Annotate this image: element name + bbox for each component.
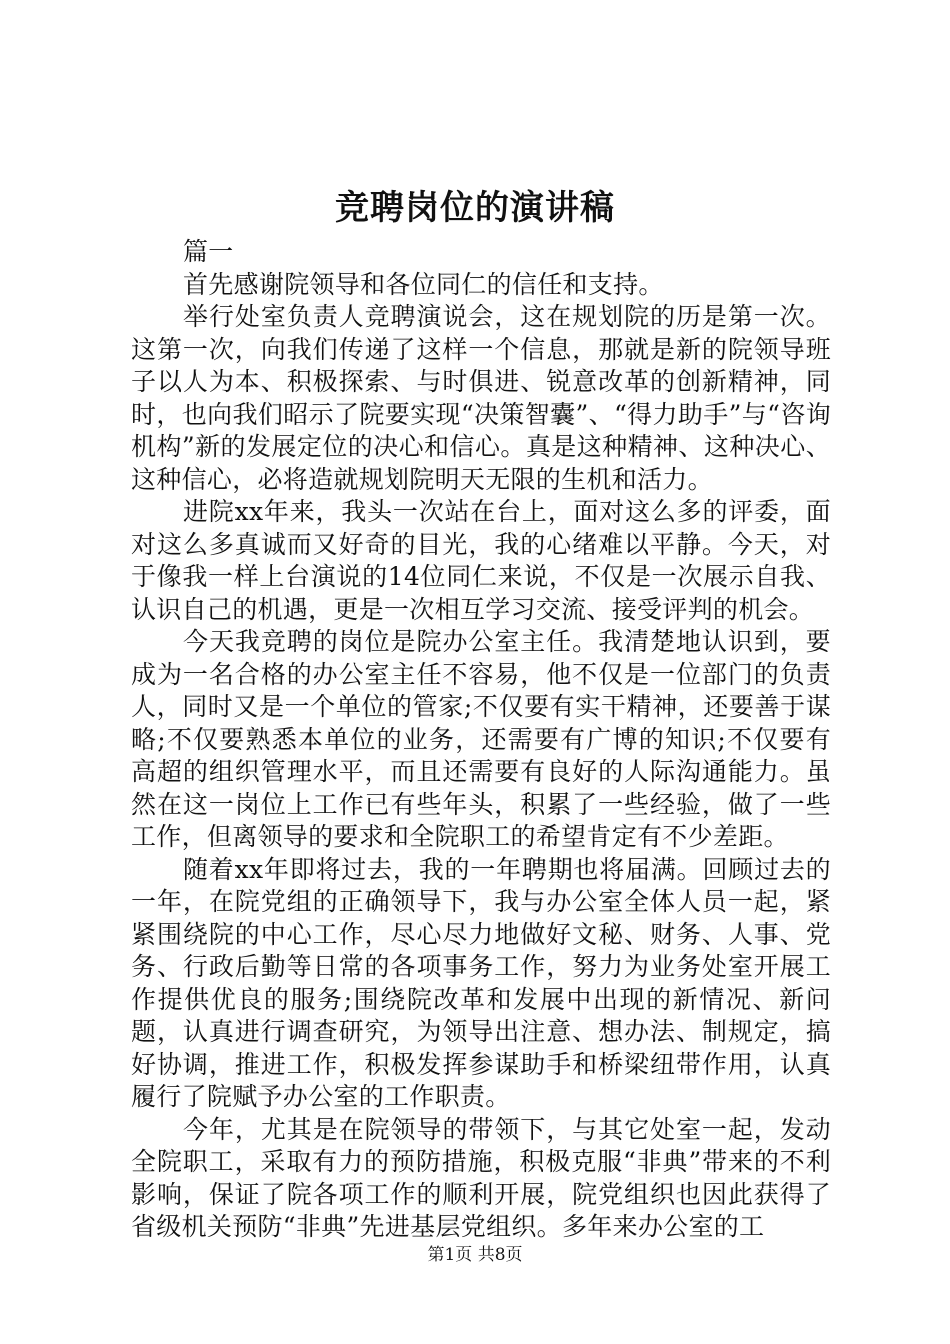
paragraph-heading: 篇一 [183, 237, 234, 266]
paragraph: 进院xx年来，我头一次站在台上，面对这么多的评委，面对这么多真诚而又好奇的目光，我的心绪难以平静。今天，对于像我一样上台演说的14位同仁来说，不仅是一次展示自我、认识自己的机遇，更是一次相互学习交流、接受评判的机会。 [131, 497, 831, 624]
paragraph: 今天我竞聘的岗位是院办公室主任。我清楚地认识到，要成为一名合格的办公室主任不容易，他不仅是一位部门的负责人，同时又是一个单位的管家;不仅要有实干精神，还要善于谋略;不仅要熟悉本单位的业务，还需要有广博的知识;不仅要有高超的组织管理水平，而且还需要有良好的人际沟通能力。虽然在这一岗位上工作已有些年头，积累了一些经验，做了一些工作，但离领导的要求和全院职工的希望肯定有不少差距。 [131, 627, 831, 851]
document-body [131, 236, 831, 1244]
paragraph: 今年，尤其是在院领导的带领下，与其它处室一起，发动全院职工，采取有力的预防措施，积极克服“非典”带来的不利影响，保证了院各项工作的顺利开展，院党组织也因此获得了省级机关预防“非典”先进基层党组织。多年来办公室的工 [131, 1114, 831, 1241]
page-footer: 第1页 共8页 [427, 1245, 523, 1265]
paragraph: 举行处室负责人竞聘演说会，这在规划院的历是第一次。这第一次，向我们传递了这样一个信息，那就是新的院领导班子以人为本、积极探索、与时俱进、锐意改革的创新精神，同时，也向我们昭示了院要实现“决策智囊”、“得力助手”与“咨询机构”新的发展定位的决心和信心。真是这种精神、这种决心、这种信心，必将造就规划院明天无限的生机和活力。 [131, 302, 831, 494]
paragraph: 随着xx年即将过去，我的一年聘期也将届满。回顾过去的一年，在院党组的正确领导下，我与办公室全体人员一起，紧紧围绕院的中心工作，尽心尽力地做好文秘、财务、人事、党务、行政后勤等日常的各项事务工作，努力为业务处室开展工作提供优良的服务;围绕院改革和发展中出现的新情况、新问题，认真进行调查研究，为领导出注意、想办法、制规定，搞好协调，推进工作，积极发挥参谋助手和桥梁纽带作用，认真履行了院赋予办公室的工作职责。 [131, 854, 831, 1111]
document-title: 竞聘岗位的演讲稿 [335, 188, 615, 228]
paragraph: 首先感谢院领导和各位同仁的信任和支持。 [183, 269, 664, 299]
